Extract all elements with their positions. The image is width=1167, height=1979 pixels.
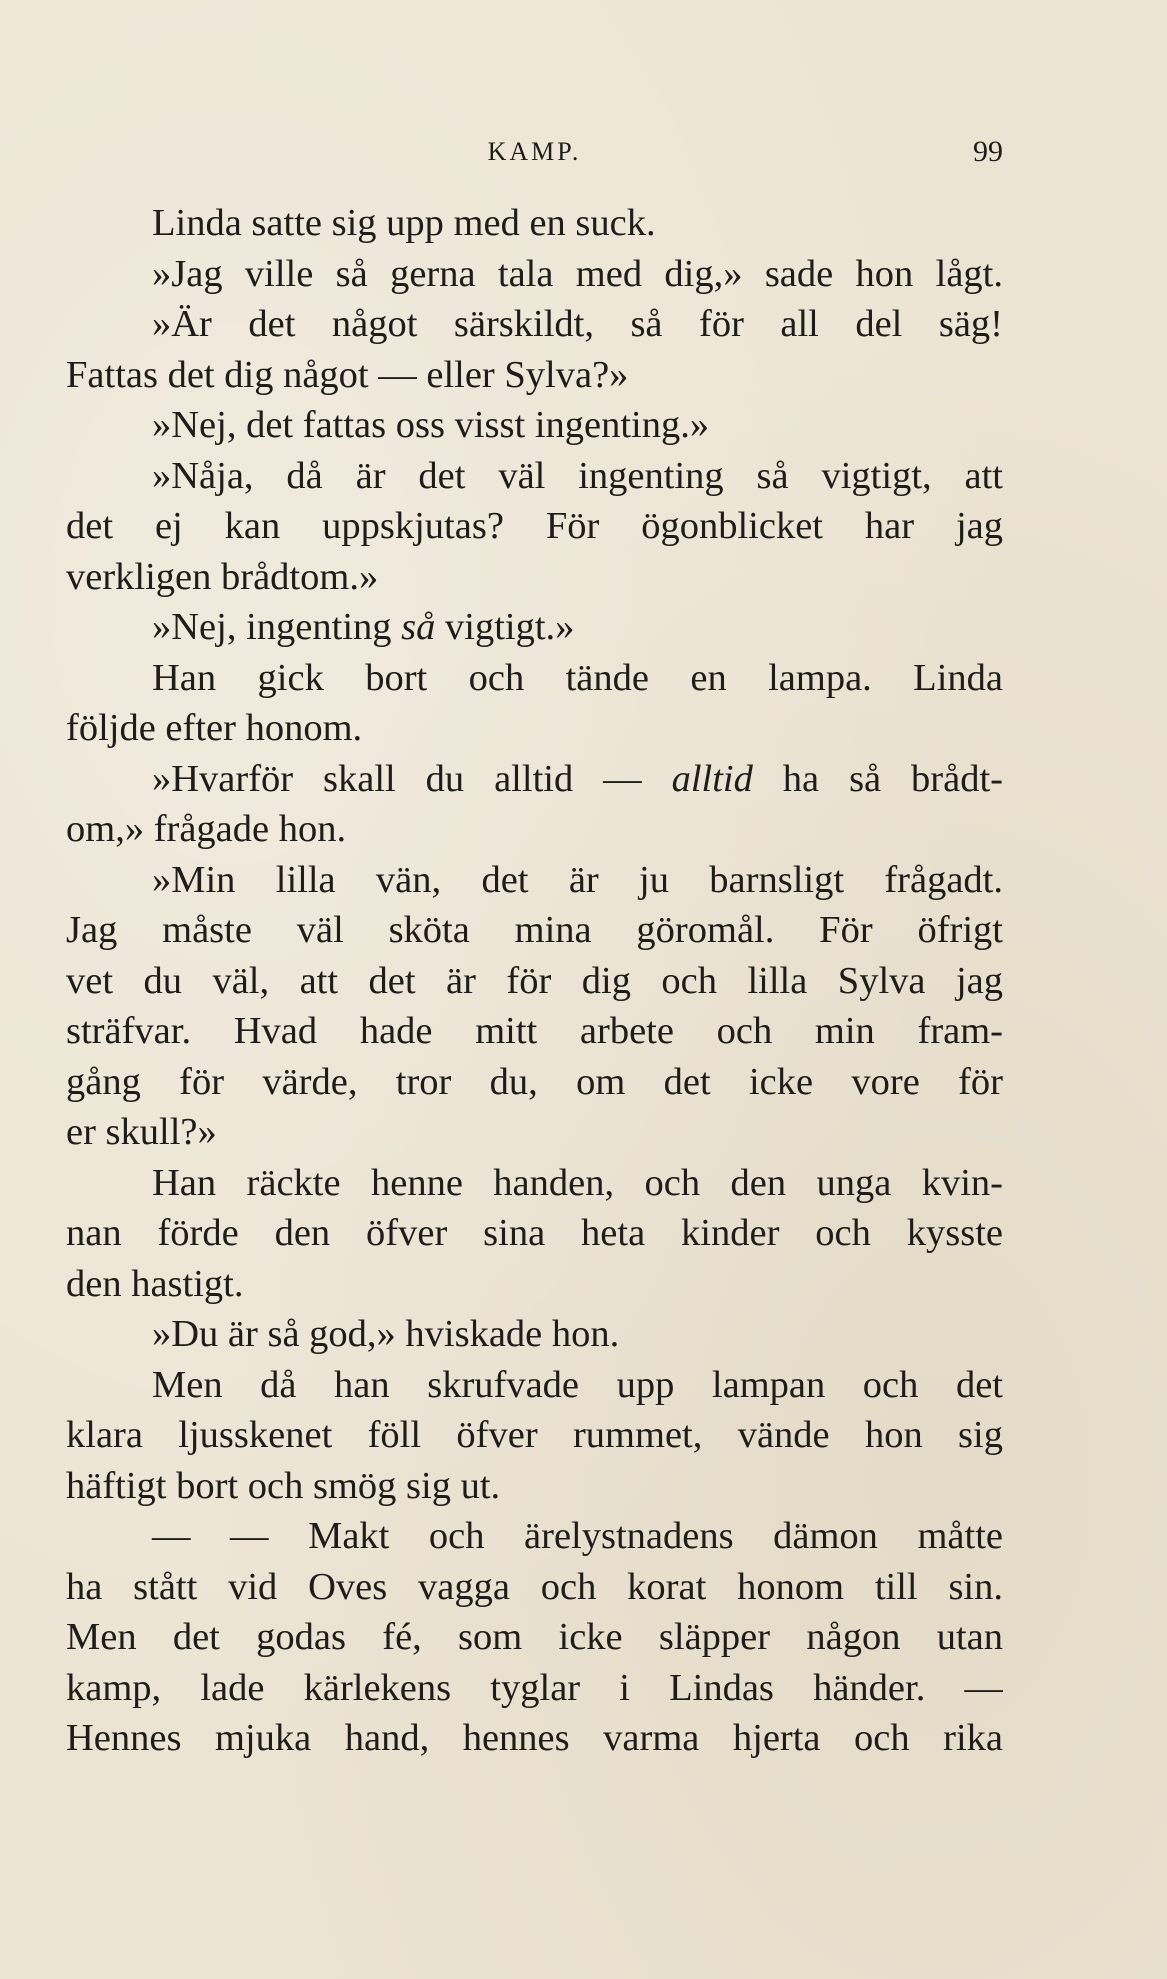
text-line: gång för värde, tror du, om det icke vore för [66,1060,1003,1103]
text-line: Han räckte henne handen, och den unga kvin- [152,1161,1003,1204]
text-line: Jag måste väl sköta mina göromål. För öfrigt [66,909,1003,951]
text-line: »Hvarför skall du alltid — alltid ha så brådt- [152,757,1003,800]
text-line: det ej kan uppskjutas? För ögonblicket har jag [66,505,1003,547]
text-line: klara ljusskenet föll öfver rummet, vände hon sig [66,1414,1003,1456]
body-text [66,198,1003,1764]
text-line: Hennes mjuka hand, hennes varma hjerta och rika [66,1717,1003,1759]
text-line: — — Makt och ärelystnadens dämon måtte [152,1515,1003,1557]
page-number: 99 [973,135,1003,168]
text-line: sträfvar. Hvad hade mitt arbete och min fram- [66,1010,1003,1052]
text-line: »Är det något särskildt, så för all del säg! [152,303,1003,345]
running-head: KAMP. [487,137,582,166]
text-line: följde efter honom. [66,707,363,749]
text-line: Linda satte sig upp med en suck. [152,202,656,244]
text-line: Men det godas fé, som icke släpper någon utan [66,1616,1003,1658]
text-line: Fattas det dig något — eller Sylva?» [66,353,629,396]
text-line: ha stått vid Oves vagga och korat honom till sin. [66,1565,1003,1608]
text-line: verkligen brådtom.» [66,555,379,598]
text-line: »Jag ville så gerna tala med dig,» sade hon lågt. [152,252,1003,295]
text-line: »Nej, det fattas oss visst ingenting.» [152,404,710,446]
text-line: »Du är så god,» hviskade hon. [152,1313,620,1355]
text-line: nan förde den öfver sina heta kinder och kysste [66,1212,1003,1254]
text-line: Han gick bort och tände en lampa. Linda [152,656,1003,699]
text-line: kamp, lade kärlekens tyglar i Lindas händer. — [66,1666,1003,1709]
text-line: »Nåja, då är det väl ingenting så vigtigt, att [152,454,1003,497]
text-line: Men då han skrufvade upp lampan och det [152,1363,1003,1406]
text-line: häftigt bort och smög sig ut. [66,1464,501,1507]
text-line: »Nej, ingenting så vigtigt.» [152,606,575,648]
text-line: vet du väl, att det är för dig och lilla Sylva jag [66,959,1003,1002]
text-line: om,» frågade hon. [66,808,347,850]
text-line: den hastigt. [66,1262,244,1305]
page-header [66,133,1003,173]
text-line: »Min lilla vän, det är ju barnsligt frågadt. [152,858,1003,901]
text-line: er skull?» [66,1111,217,1153]
